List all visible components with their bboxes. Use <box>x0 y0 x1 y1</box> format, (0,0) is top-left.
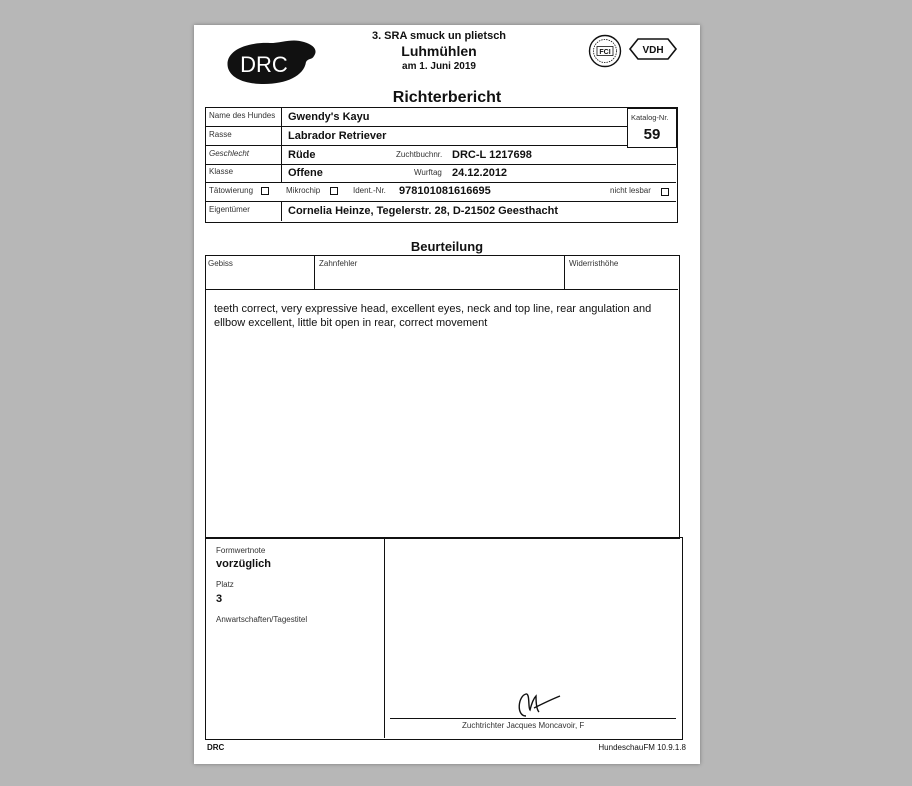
event-date: am 1. Juni 2019 <box>402 61 476 72</box>
height-label: Widerristhöhe <box>569 259 619 268</box>
owner: Cornelia Heinze, Tegelerstr. 28, D-21502 Geesthacht <box>288 205 559 217</box>
svg-text:VDH: VDH <box>642 45 664 56</box>
evaluation-box <box>205 255 680 539</box>
chip-label: Mikrochip <box>286 186 321 195</box>
dog-name-label: Name des Hundes <box>209 111 276 120</box>
fci-logo <box>588 34 622 68</box>
judge-report-document <box>194 25 700 764</box>
evaluation-title: Beurteilung <box>410 239 484 254</box>
catalog-number: 59 <box>643 126 661 143</box>
place: 3 <box>216 593 223 605</box>
owner-label: Eigentümer <box>209 205 250 214</box>
footer-left: DRC <box>207 743 225 752</box>
breed-label: Rasse <box>209 130 232 139</box>
missing-teeth-label: Zahnfehler <box>319 259 358 268</box>
bite-label: Gebiss <box>208 259 233 268</box>
unreadable-label: nicht lesbar <box>610 186 651 195</box>
svg-text:FCI: FCI <box>599 49 611 56</box>
titles-label: Anwartschaften/Tagestitel <box>216 615 308 624</box>
breed: Labrador Retriever <box>288 130 387 142</box>
dog-name: Gwendy's Kayu <box>288 111 370 123</box>
class: Offene <box>288 167 323 179</box>
unreadable-checkbox[interactable] <box>661 188 669 196</box>
event-name: 3. SRA smuck un plietsch <box>371 30 507 42</box>
drc-logo <box>222 36 320 86</box>
catalog-box <box>627 108 677 148</box>
studbook-number: DRC-L 1217698 <box>452 149 532 161</box>
grade: vorzüglich <box>216 558 272 570</box>
result-box <box>205 537 683 740</box>
class-label: Klasse <box>209 167 234 176</box>
ident-number: 978101081616695 <box>399 185 491 197</box>
footer-right: HundeschauFM 10.9.1.8 <box>598 743 686 752</box>
vdh-logo <box>628 37 678 61</box>
catalog-label: Katalog-Nr. <box>631 113 669 122</box>
grade-label: Formwertnote <box>216 546 266 555</box>
report-title: Richterbericht <box>392 89 502 106</box>
studbook-label: Zuchtbuchnr. <box>396 150 443 159</box>
report-text: teeth correct, very expressive head, excellent eyes, neck and top line, rear angulation and ellbow excellent, little bit open in rear, correct movement <box>214 303 652 329</box>
place-label: Platz <box>216 580 234 589</box>
sex-label: Geschlecht <box>209 149 250 158</box>
dog-data-table <box>205 107 678 223</box>
tattoo-label: Tätowierung <box>209 186 254 195</box>
date-of-birth: 24.12.2012 <box>452 167 508 179</box>
judge-name: Zuchtrichter Jacques Moncavoir, F <box>462 721 585 730</box>
sex: Rüde <box>288 149 316 161</box>
ident-label: Ident.-Nr. <box>353 186 386 195</box>
judge-signature <box>512 688 562 720</box>
svg-text:DRC: DRC <box>240 52 288 77</box>
chip-checkbox[interactable] <box>330 187 338 195</box>
tattoo-checkbox[interactable] <box>261 187 269 195</box>
dob-label: Wurftag <box>414 168 442 177</box>
event-location: Luhmühlen <box>401 43 477 59</box>
